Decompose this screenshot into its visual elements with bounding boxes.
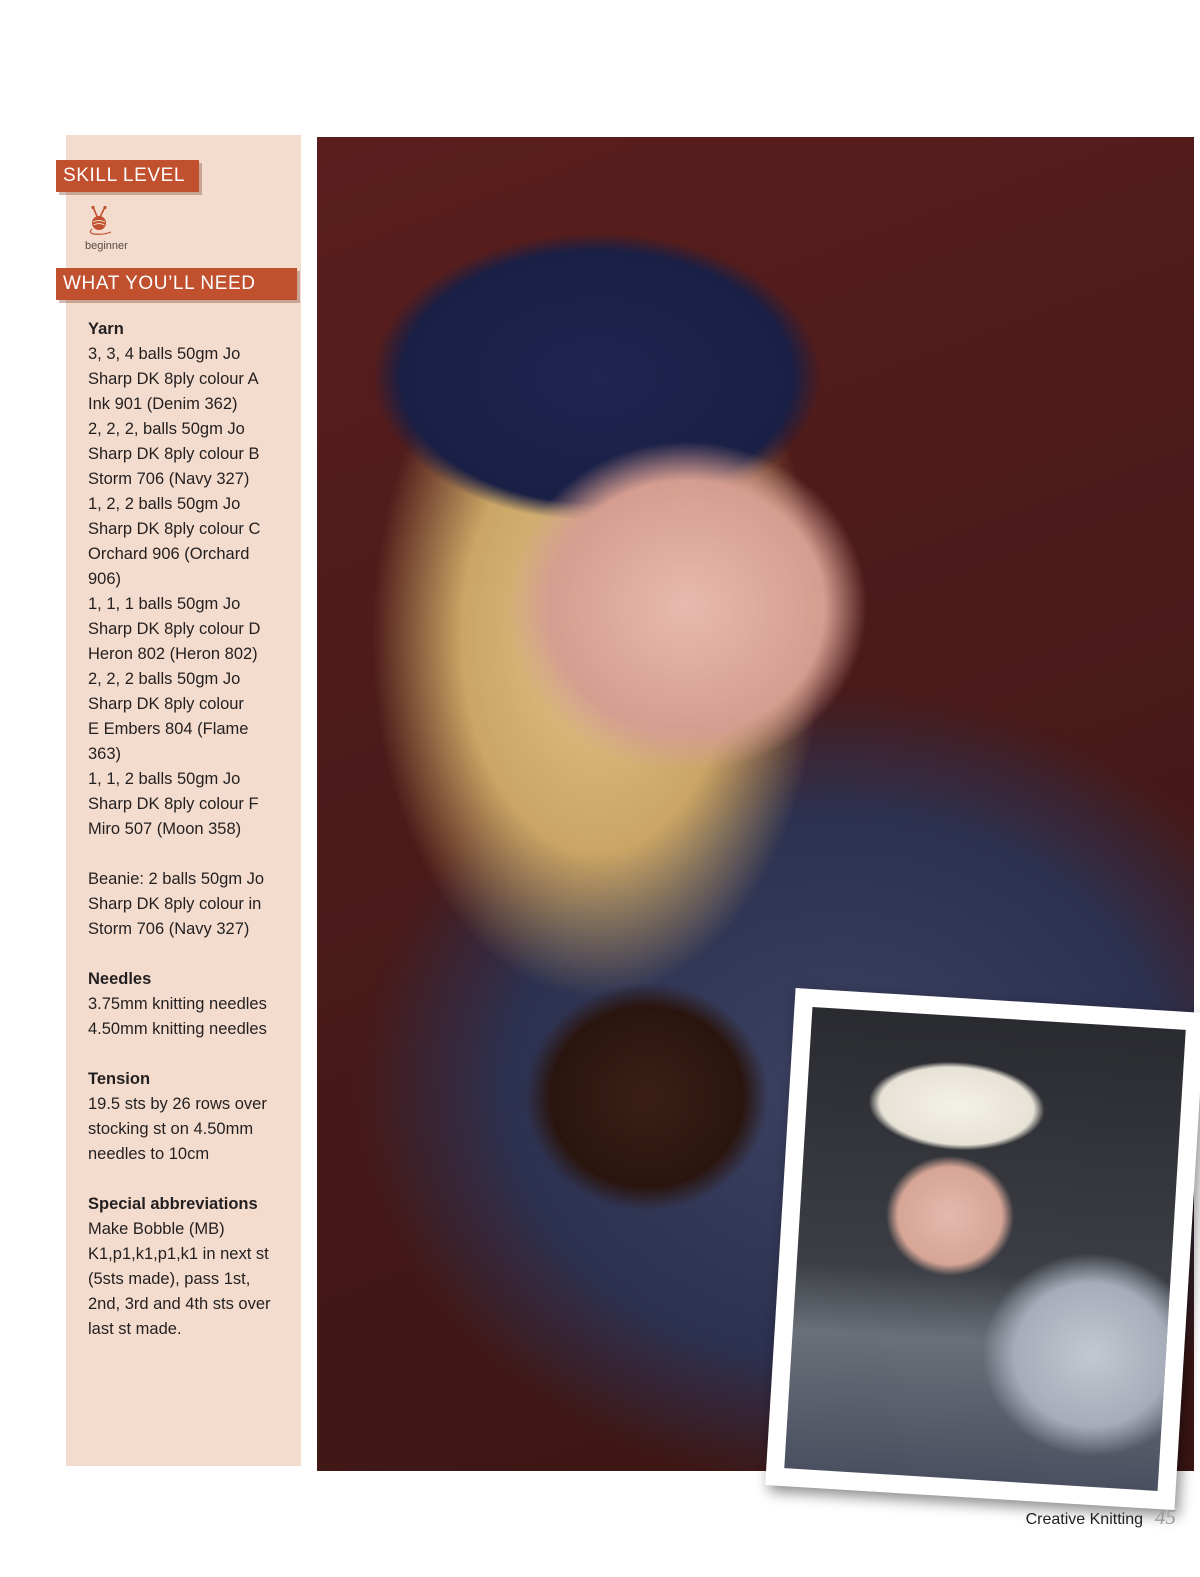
material-line: 1, 2, 2 balls 50gm Jo (88, 495, 241, 513)
yarn-ball-icon (84, 205, 114, 239)
material-line: Miro 507 (Moon 358) (88, 820, 242, 838)
material-line: Storm 706 (Navy 327) (88, 470, 250, 488)
material-line: Heron 802 (Heron 802) (88, 645, 258, 663)
material-line: Sharp DK 8ply colour (88, 695, 244, 713)
material-line: 2nd, 3rd and 4th sts over (88, 1295, 271, 1313)
material-line: Sharp DK 8ply colour in (88, 895, 262, 913)
materials-section (88, 1067, 293, 1167)
what-you-need-banner: WHAT YOU’LL NEED (56, 268, 297, 300)
materials-list (88, 317, 293, 1342)
material-line: 1, 1, 2 balls 50gm Jo (88, 770, 241, 788)
material-line: Make Bobble (MB) (88, 1220, 225, 1238)
material-line: 2, 2, 2, balls 50gm Jo (88, 420, 245, 438)
materials-section (88, 867, 293, 942)
material-line: Sharp DK 8ply colour C (88, 520, 261, 538)
inset-photo-image (784, 1007, 1186, 1491)
skill-level-banner: SKILL LEVEL (56, 160, 199, 192)
material-line: Sharp DK 8ply colour B (88, 445, 260, 463)
material-line: (5sts made), pass 1st, (88, 1270, 251, 1288)
material-line: 3.75mm knitting needles (88, 995, 267, 1013)
page-number: 45 (1155, 1505, 1176, 1529)
section-heading: Special abbreviations (88, 1195, 258, 1213)
section-heading: Tension (88, 1070, 151, 1088)
material-line: Ink 901 (Denim 362) (88, 395, 238, 413)
material-line: 363) (88, 745, 122, 763)
material-line: 1, 1, 1 balls 50gm Jo (88, 595, 241, 613)
page-footer (1026, 1505, 1176, 1530)
material-line: K1,p1,k1,p1,k1 in next st (88, 1245, 269, 1263)
material-line: Beanie: 2 balls 50gm Jo (88, 870, 265, 888)
material-line: 906) (88, 570, 122, 588)
material-line: 19.5 sts by 26 rows over (88, 1095, 267, 1113)
magazine-name: Creative Knitting (1025, 1511, 1143, 1528)
material-line: Sharp DK 8ply colour D (88, 620, 261, 638)
material-line: 3, 3, 4 balls 50gm Jo (88, 345, 241, 363)
materials-section (88, 1192, 293, 1342)
material-line: needles to 10cm (88, 1145, 210, 1163)
material-line: 4.50mm knitting needles (88, 1020, 267, 1038)
material-line: E Embers 804 (Flame (88, 720, 249, 738)
material-line: Sharp DK 8ply colour F (88, 795, 259, 813)
material-line: stocking st on 4.50mm (88, 1120, 254, 1138)
material-line: Storm 706 (Navy 327) (88, 920, 250, 938)
materials-section (88, 317, 293, 842)
material-line: last st made. (88, 1320, 182, 1338)
section-heading: Yarn (88, 320, 124, 338)
materials-section (88, 967, 293, 1042)
material-line: Orchard 906 (Orchard (88, 545, 250, 563)
material-line: 2, 2, 2 balls 50gm Jo (88, 670, 241, 688)
skill-caption: beginner (85, 240, 128, 252)
section-heading: Needles (88, 970, 152, 988)
material-line: Sharp DK 8ply colour A (88, 370, 259, 388)
inset-photo (765, 988, 1200, 1510)
